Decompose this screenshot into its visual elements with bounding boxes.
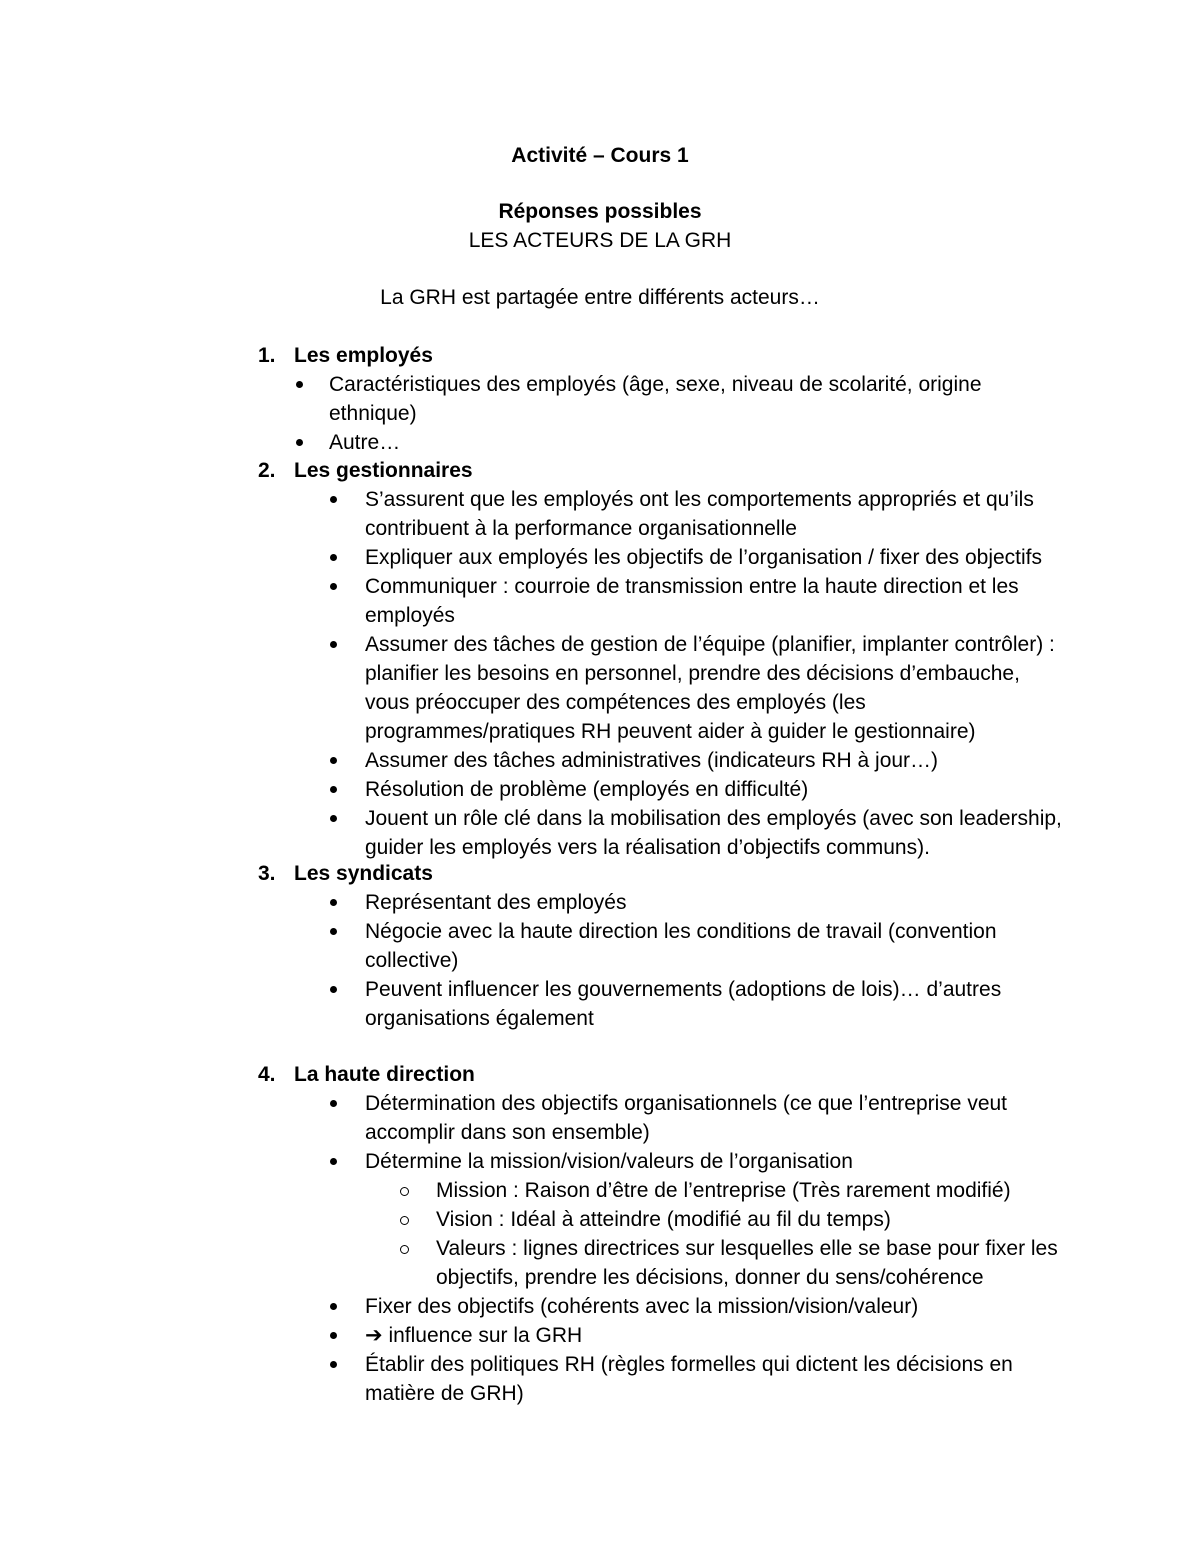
section-heading <box>0 859 1200 888</box>
list-item <box>0 775 1200 804</box>
section-gestionnaires <box>0 456 1200 862</box>
bullet-icon <box>330 1332 337 1339</box>
list-item-text: Représentant des employés <box>365 891 627 914</box>
list-item <box>0 1089 1200 1147</box>
circle-bullet-icon <box>400 1245 409 1254</box>
intro-line: La GRH est partagée entre différents acteurs… <box>380 286 820 309</box>
list-item-text: Résolution de problème (employés en difficulté) <box>365 778 809 801</box>
list-item-text: Jouent un rôle clé dans la mobilisation des employés (avec son leadership, guider les employés vers la réalisation d’objectifs communs). <box>365 807 1062 859</box>
list-item-text: Autre… <box>329 431 401 454</box>
list-item <box>0 370 1200 428</box>
list-item <box>0 746 1200 775</box>
arrow-right-icon: ➔ <box>365 1324 383 1347</box>
list-item-text: S’assurent que les employés ont les comportements appropriés et qu’ils contribuent à la performance organisationnelle <box>365 488 1034 540</box>
bullet-icon <box>330 1303 337 1310</box>
bullet-icon <box>330 641 337 648</box>
circle-bullet-icon <box>400 1216 409 1225</box>
section-haute-direction <box>0 1060 1200 1408</box>
section-heading <box>0 341 1200 370</box>
bullet-icon <box>330 786 337 793</box>
bullet-icon <box>330 1158 337 1165</box>
sub-list-item <box>0 1205 1200 1234</box>
section-number: 3. <box>258 862 276 885</box>
list-item <box>0 572 1200 630</box>
list-item-text: Assumer des tâches administratives (indicateurs RH à jour…) <box>365 749 939 772</box>
section-number: 1. <box>258 344 276 367</box>
section-title: Les employés <box>294 344 433 367</box>
bullet-icon <box>330 757 337 764</box>
section-syndicats <box>0 859 1200 1033</box>
section-number: 2. <box>258 459 276 482</box>
bullet-icon <box>296 381 303 388</box>
bullet-icon <box>330 583 337 590</box>
bullet-icon <box>330 899 337 906</box>
list-item <box>0 804 1200 862</box>
list-item-text: Assumer des tâches de gestion de l’équipe (planifier, implanter contrôler) : planifier les besoins en personnel, prendre des décisions d’embauche, vous préoccuper des compétences des employés (les programmes/pratiques RH peuvent aider à guider le gestionnaire) <box>365 633 1055 743</box>
list-item <box>0 888 1200 917</box>
bullet-icon <box>330 815 337 822</box>
sub-list-item-text: Mission : Raison d’être de l’entreprise (Très rarement modifié) <box>436 1179 1011 1202</box>
document-subtitle: Réponses possibles <box>498 200 702 223</box>
arrow-item-label: influence sur la GRH <box>388 1324 583 1347</box>
sub-list-item <box>0 1234 1200 1292</box>
list-item-text: Détermine la mission/vision/valeurs de l’organisation <box>365 1150 853 1173</box>
bullet-icon <box>330 554 337 561</box>
list-item <box>0 975 1200 1033</box>
list-item <box>0 917 1200 975</box>
list-item-text: Communiquer : courroie de transmission entre la haute direction et les employés <box>365 575 1019 627</box>
sub-list-item-text: Vision : Idéal à atteindre (modifié au fil du temps) <box>436 1208 891 1231</box>
document-title: Activité – Cours 1 <box>511 144 689 167</box>
document-heading: LES ACTEURS DE LA GRH <box>468 229 732 252</box>
section-heading <box>0 1060 1200 1089</box>
list-item-text: Fixer des objectifs (cohérents avec la mission/vision/valeur) <box>365 1295 919 1318</box>
bullet-icon <box>330 1100 337 1107</box>
section-title: Les syndicats <box>294 862 433 885</box>
section-employes <box>0 341 1200 457</box>
list-item-text: Détermination des objectifs organisationnels (ce que l’entreprise veut accomplir dans son ensemble) <box>365 1092 1008 1144</box>
list-item-text-arrow <box>365 1321 1065 1350</box>
sub-list-item <box>0 1176 1200 1205</box>
list-item <box>0 428 1200 457</box>
list-item-text: Expliquer aux employés les objectifs de l’organisation / fixer des objectifs <box>365 546 1043 569</box>
sub-list-item-text: Valeurs : lignes directrices sur lesquelles elle se base pour fixer les objectifs, prendre les décisions, donner du sens/cohérence <box>436 1237 1058 1289</box>
list-item-text: Établir des politiques RH (règles formelles qui dictent les décisions en matière de GRH) <box>365 1353 1013 1405</box>
section-title: Les gestionnaires <box>294 459 473 482</box>
section-heading <box>0 456 1200 485</box>
list-item <box>0 630 1200 746</box>
list-item <box>0 1321 1200 1350</box>
circle-bullet-icon <box>400 1187 409 1196</box>
section-number: 4. <box>258 1063 276 1086</box>
bullet-icon <box>330 1361 337 1368</box>
list-item <box>0 1350 1200 1408</box>
bullet-icon <box>330 496 337 503</box>
list-item <box>0 1292 1200 1321</box>
bullet-icon <box>330 928 337 935</box>
list-item-text: Caractéristiques des employés (âge, sexe, niveau de scolarité, origine ethnique) <box>329 373 982 425</box>
section-title: La haute direction <box>294 1063 475 1086</box>
list-item-text: Négocie avec la haute direction les conditions de travail (convention collective) <box>365 920 997 972</box>
bullet-icon <box>330 986 337 993</box>
bullet-icon <box>296 439 303 446</box>
list-item <box>0 543 1200 572</box>
list-item <box>0 485 1200 543</box>
list-item <box>0 1147 1200 1176</box>
list-item-text: Peuvent influencer les gouvernements (adoptions de lois)… d’autres organisations également <box>365 978 1002 1030</box>
